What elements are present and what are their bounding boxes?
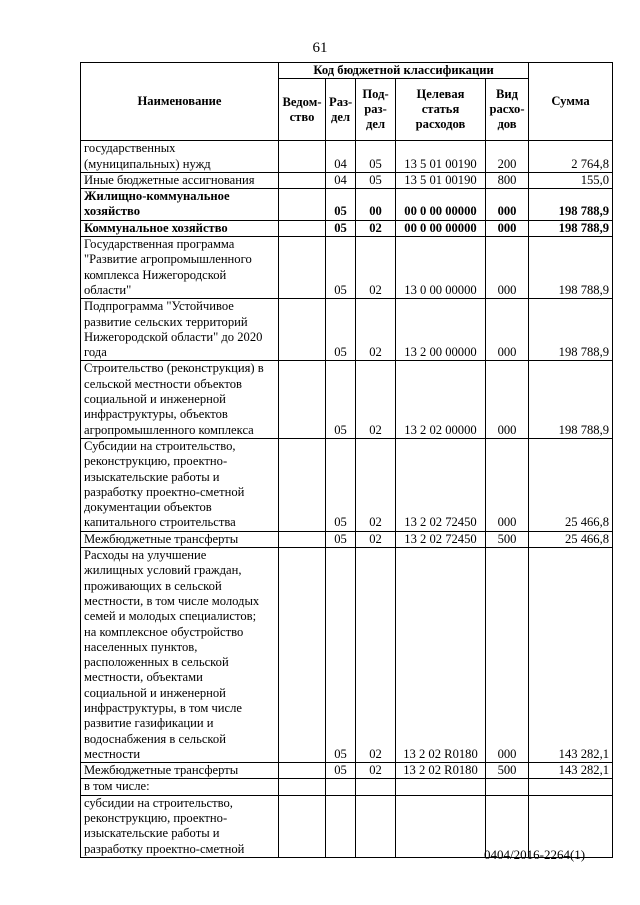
col-header-subsection: Под-раз-дел <box>356 79 396 141</box>
row-name: государственных (муниципальных) нужд <box>81 141 279 173</box>
col-header-sum: Сумма <box>529 63 613 141</box>
col-header-group: Код бюджетной классификации <box>279 63 529 79</box>
row-target: 13 2 02 00000 <box>396 361 486 438</box>
budget-table <box>80 62 613 858</box>
table-row <box>81 438 613 531</box>
row-subsection: 05 <box>356 172 396 188</box>
row-sum: 155,0 <box>529 172 613 188</box>
col-header-name: Наименование <box>81 63 279 141</box>
row-dept <box>279 763 326 779</box>
row-dept <box>279 189 326 221</box>
row-type: 000 <box>486 299 529 361</box>
row-subsection <box>356 779 396 795</box>
row-section: 05 <box>326 531 356 547</box>
row-type: 000 <box>486 189 529 221</box>
row-type: 500 <box>486 763 529 779</box>
table-row <box>81 299 613 361</box>
row-subsection: 02 <box>356 299 396 361</box>
row-target <box>396 779 486 795</box>
row-subsection <box>356 795 396 857</box>
table-row <box>81 763 613 779</box>
row-type: 800 <box>486 172 529 188</box>
row-section <box>326 795 356 857</box>
row-section: 05 <box>326 299 356 361</box>
row-sum: 25 466,8 <box>529 438 613 531</box>
col-header-type: Вид расхо-дов <box>486 79 529 141</box>
row-name: Субсидии на строительство, реконструкцию, проектно- изыскательские работы и разработку проектно-сметной документации объектов капитального строительства <box>81 438 279 531</box>
row-dept <box>279 779 326 795</box>
row-target: 13 5 01 00190 <box>396 141 486 173</box>
row-sum: 25 466,8 <box>529 531 613 547</box>
row-dept <box>279 795 326 857</box>
row-name: Подпрограмма "Устойчивое развитие сельских территорий Нижегородской области" до 2020 года <box>81 299 279 361</box>
row-name: Межбюджетные трансферты <box>81 763 279 779</box>
row-type: 000 <box>486 438 529 531</box>
row-dept <box>279 220 326 236</box>
row-type: 000 <box>486 220 529 236</box>
table-row <box>81 361 613 438</box>
row-subsection: 02 <box>356 763 396 779</box>
row-dept <box>279 438 326 531</box>
row-dept <box>279 172 326 188</box>
row-section: 05 <box>326 763 356 779</box>
row-section: 05 <box>326 438 356 531</box>
row-name: в том числе: <box>81 779 279 795</box>
row-target: 13 2 02 72450 <box>396 438 486 531</box>
row-name: Расходы на улучшение жилищных условий граждан, проживающих в сельской местности, в том числе молодых семей и молодых специалистов; на комплексное обустройство населенных пунктов, расположенных в сельской местности, объектами социальной и инженерной инфраструктуры, в том числе развитие газификации и водоснабжения в сельской местности <box>81 548 279 763</box>
document-code: 0404/2016-2264(1) <box>484 847 586 862</box>
row-section <box>326 779 356 795</box>
table-row <box>81 220 613 236</box>
row-sum: 143 282,1 <box>529 548 613 763</box>
row-subsection: 02 <box>356 438 396 531</box>
table-row <box>81 172 613 188</box>
row-sum <box>529 779 613 795</box>
row-name: Иные бюджетные ассигнования <box>81 172 279 188</box>
row-target: 13 5 01 00190 <box>396 172 486 188</box>
row-sum: 2 764,8 <box>529 141 613 173</box>
row-type: 200 <box>486 141 529 173</box>
row-sum: 143 282,1 <box>529 763 613 779</box>
row-name: Жилищно-коммунальное хозяйство <box>81 189 279 221</box>
row-name: Государственная программа "Развитие агропромышленного комплекса Нижегородской области" <box>81 237 279 299</box>
row-section: 05 <box>326 361 356 438</box>
table-row <box>81 531 613 547</box>
row-name: Коммунальное хозяйство <box>81 220 279 236</box>
row-subsection: 02 <box>356 548 396 763</box>
row-sum: 198 788,9 <box>529 361 613 438</box>
row-dept <box>279 361 326 438</box>
row-dept <box>279 299 326 361</box>
row-dept <box>279 531 326 547</box>
row-target: 13 2 00 00000 <box>396 299 486 361</box>
page-number: 61 <box>312 40 328 56</box>
table-row <box>81 141 613 173</box>
col-header-target: Целевая статья расходов <box>396 79 486 141</box>
row-section: 04 <box>326 141 356 173</box>
row-section: 05 <box>326 237 356 299</box>
table-row <box>81 548 613 763</box>
row-type: 000 <box>486 361 529 438</box>
row-type: 000 <box>486 237 529 299</box>
row-target: 13 2 02 R0180 <box>396 763 486 779</box>
row-name: Строительство (реконструкция) в сельской местности объектов социальной и инженерной инфраструктуры, объектов агропромышленного комплекса <box>81 361 279 438</box>
row-section: 05 <box>326 548 356 763</box>
row-target: 13 2 02 72450 <box>396 531 486 547</box>
row-section: 04 <box>326 172 356 188</box>
row-target: 00 0 00 00000 <box>396 189 486 221</box>
row-target: 00 0 00 00000 <box>396 220 486 236</box>
table-row <box>81 189 613 221</box>
row-dept <box>279 141 326 173</box>
table-row <box>81 237 613 299</box>
row-target <box>396 795 486 857</box>
row-section: 05 <box>326 189 356 221</box>
row-type <box>486 779 529 795</box>
row-sum: 198 788,9 <box>529 189 613 221</box>
row-subsection: 00 <box>356 189 396 221</box>
row-section: 05 <box>326 220 356 236</box>
row-sum: 198 788,9 <box>529 220 613 236</box>
row-dept <box>279 237 326 299</box>
row-target: 13 0 00 00000 <box>396 237 486 299</box>
row-subsection: 02 <box>356 220 396 236</box>
col-header-dept: Ведом-ство <box>279 79 326 141</box>
row-subsection: 02 <box>356 361 396 438</box>
col-header-section: Раз-дел <box>326 79 356 141</box>
row-sum: 198 788,9 <box>529 237 613 299</box>
table-row <box>81 779 613 795</box>
row-subsection: 02 <box>356 531 396 547</box>
row-type: 000 <box>486 548 529 763</box>
row-name: субсидии на строительство, реконструкцию, проектно- изыскательские работы и разработку проектно-сметной <box>81 795 279 857</box>
row-target: 13 2 02 R0180 <box>396 548 486 763</box>
row-dept <box>279 548 326 763</box>
row-sum: 198 788,9 <box>529 299 613 361</box>
row-subsection: 05 <box>356 141 396 173</box>
row-type: 500 <box>486 531 529 547</box>
row-subsection: 02 <box>356 237 396 299</box>
row-name: Межбюджетные трансферты <box>81 531 279 547</box>
